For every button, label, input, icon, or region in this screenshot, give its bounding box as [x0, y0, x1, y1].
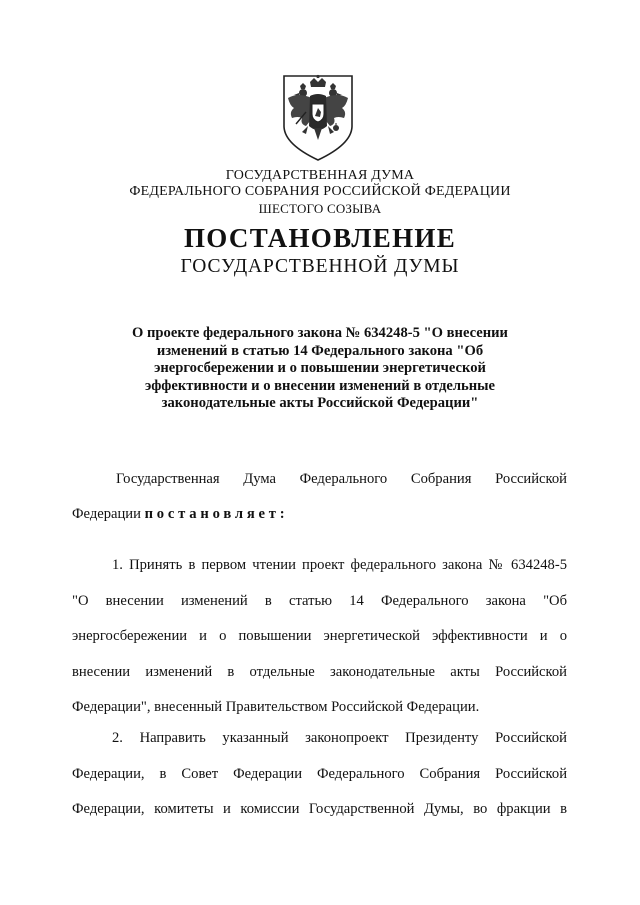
item-2-line: 2. Направить указанный законопроект Президенту Российской — [112, 730, 567, 746]
subject-line: изменений в статью 14 Федерального закона "Об — [156, 342, 484, 359]
item-1-paragraph — [72, 548, 567, 726]
convocation-line: ШЕСТОГО СОЗЫВА — [258, 201, 382, 216]
decree-word: постановляет: — [144, 506, 289, 522]
item-2-line: Федерации, в Совет Федерации Федерального Собрания Российской — [72, 765, 567, 782]
item-1-line: "О внесении изменений в статью 14 Федерального закона "Об — [72, 592, 567, 609]
issuer-line-2: ФЕДЕРАЛЬНОГО СОБРАНИЯ РОССИЙСКОЙ ФЕДЕРАЦИИ — [129, 184, 511, 199]
subject-line: энергосбережении и о повышении энергетической — [154, 360, 486, 376]
document-title: ПОСТАНОВЛЕНИЕ — [183, 223, 456, 253]
item-2-paragraph — [72, 721, 567, 828]
subject-line: законодательные акты Российской Федерации" — [161, 395, 479, 411]
preamble-line: Государственная Дума Федерального Собрания Российской — [116, 471, 567, 487]
item-1-line: 1. Принять в первом чтении проект федерального закона № 634248-5 — [112, 557, 567, 573]
subject-line: О проекте федерального закона № 634248-5 "О внесении — [132, 325, 508, 341]
document-subtitle: ГОСУДАРСТВЕННОЙ ДУМЫ — [180, 256, 460, 277]
item-1-line: энергосбережении и о повышении энергетической эффективности и о — [72, 628, 567, 644]
item-2-line: Федерации, комитеты и комиссии Государственной Думы, во фракции в — [72, 801, 567, 817]
preamble-paragraph — [72, 462, 567, 532]
item-1-line: внесении изменений в отдельные законодательные акты Российской — [72, 663, 567, 680]
preamble-line — [72, 497, 567, 532]
preamble-prefix: Федерации — [72, 506, 145, 522]
russian-coat-of-arms-icon — [270, 68, 366, 164]
issuer-line-1: ГОСУДАРСТВЕННАЯ ДУМА — [225, 168, 415, 183]
subject-line: эффективности и о внесении изменений в отдельные — [144, 377, 496, 394]
resolution-subject — [120, 325, 520, 413]
item-1-line: Федерации", внесенный Правительством Российской Федерации. — [72, 699, 480, 715]
